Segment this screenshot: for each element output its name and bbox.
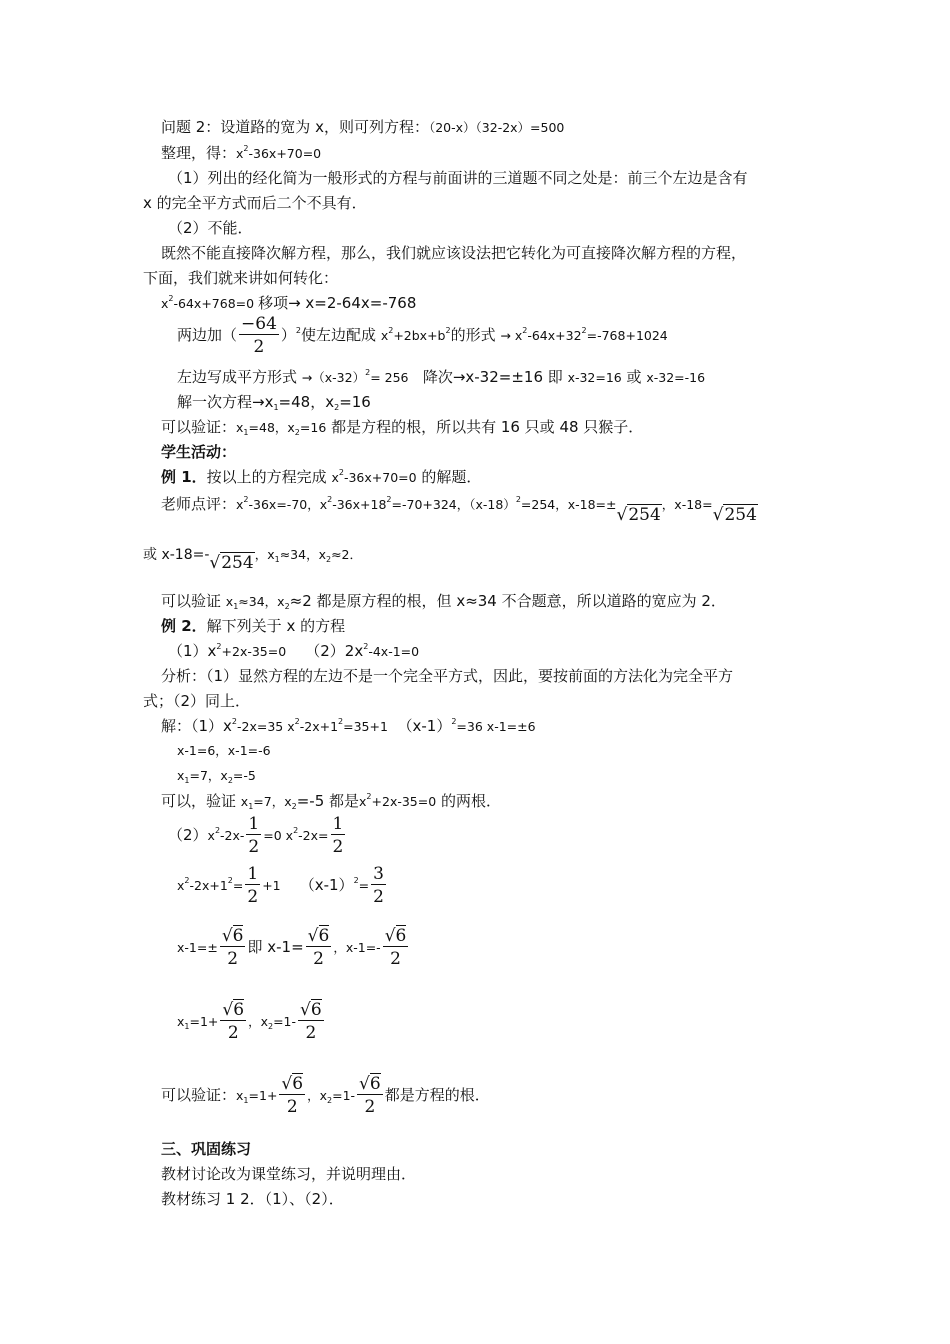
point1-cont-line: x 的完全平方式而后二个不具有． [143, 194, 367, 212]
student-activity-heading: 学生活动： [161, 443, 237, 461]
fraction-1-over-2: $\frac{1}{2}$ [247, 864, 259, 907]
fraction-1-over-2: $\frac{1}{2}$ [332, 814, 344, 857]
point2-line: （2）不能． [168, 219, 253, 237]
section3-heading: 三、巩固练习 [161, 1140, 252, 1158]
verify-monkeys-line: 可以验证：$x_1=48$，$x_2=16$ 都是方程的根，所以共有 16 只或 48 只猴子． [161, 418, 644, 437]
verify-solution1-line: 可以，验证 $x_1=7$，$x_2=-5$ 都是$x^2+2x-35=0$ 的两根． [161, 792, 501, 811]
point1-line: （1）列出的经化简为一般形式的方程与前面讲的三道题不同之处是：前三个左边是含有 [168, 169, 748, 187]
example1-line: 例 1．按以上的方程完成 $x^2-36x+70=0$ 的解题． [161, 468, 482, 486]
analysis-cont-line: 式；（2）同上． [143, 692, 251, 710]
fraction-sqrt6-over-2: $\frac{√6}{2}$ [300, 1000, 322, 1043]
teacher-comment-cont-line: 或 x-18=-√254，$x_1\approx 34$，$x_2\approx 2$． [143, 547, 362, 573]
complete-square-line: 两边加（ $\frac{-64}{2}$ ）$^2$使左边配成 $x^2+2bx+b^2$的形式 → $x^2-64x+32^2=-768+1024$ [177, 314, 668, 357]
verify-solution2-line: 可以验证：$x_1=1+$ $\frac{√6}{2}$ ，$x_2=1-$ $\frac{√6}{2}$ 都是方程的根． [161, 1074, 490, 1117]
fraction-sqrt6-over-2: $\frac{√6}{2}$ [384, 926, 407, 969]
fraction-sqrt6-over-2: $\frac{√6}{2}$ [307, 926, 330, 969]
analysis-line: 分析：（1）显然方程的左边不是一个完全平方式，因此，要按前面的方法化为完全平方 [161, 667, 734, 685]
solution2-line1: $(2)x^2-2x-$ $\frac{1}{2}$ =0 $x^2-2x=$ $\frac{1}{2}$ [168, 814, 344, 857]
fraction-sqrt6-over-2: $\frac{√6}{2}$ [359, 1074, 381, 1117]
solution2-line3: x-1=± $\frac{√6}{2}$ 即 x-1= $\frac{√6}{2}$ ，x-1=- $\frac{√6}{2}$ [177, 926, 407, 969]
fraction-3-over-2: $\frac{3}{2}$ [373, 864, 384, 907]
transition-cont-line: 下面，我们就来讲如何转化： [143, 269, 339, 287]
simplify-line: 整理，得：$x^2-36x+70=0$ [161, 144, 322, 162]
solution1-roots: $x_1=7$，$x_2=-5$ [177, 768, 256, 785]
square-form-line: 左边写成平方形式 $\to(x-32)^2= 256$ 降次→x-32=±16 即 x-32=16 或 x-32=-16 [177, 368, 706, 386]
transition-line: 既然不能直接降次解方程，那么，我们就应该设法把它转化为可直接降次解方程的方程， [161, 244, 747, 262]
sqrt-254: √254 [616, 504, 661, 525]
sqrt-254: √254 [712, 504, 757, 525]
fraction-sqrt6-over-2: $\frac{√6}{2}$ [281, 1074, 304, 1117]
fraction-sqrt6-over-2: $\frac{√6}{2}$ [222, 1000, 245, 1043]
problem2-line: 问题 2：设道路的宽为 x，则可列方程：（20-x）（32-2x）=500 [161, 118, 565, 136]
teacher-comment-line: 老师点评：$x^2-36x=-70$，$x^2-36x+18^2=-70+324$，$(x-18)^2=254$，x-18=±√254，x-18=√254 [161, 495, 757, 525]
exercise-line2: 教材练习 1 2．（1）、（2）． [161, 1190, 344, 1208]
solve-linear-line: 解一次方程$\to x_1=48$，$x_2=16$ [177, 393, 371, 412]
solution2-line2: $x^2-2x+1^2=$ $\frac{1}{2}$ +1 $(x-1)^2=$ $\frac{3}{2}$ [177, 864, 384, 907]
solution2-roots: $x_1=1+$ $\frac{√6}{2}$ ，$x_2=1-$ $\frac{√6}{2}$ [177, 1000, 322, 1043]
solution1-step: x-1=6，x-1=-6 [177, 743, 271, 758]
fraction-sqrt6-over-2: $\frac{√6}{2}$ [221, 926, 244, 969]
sqrt-254: √254 [209, 552, 254, 573]
example2-line: 例 2．解下列关于 x 的方程 [161, 617, 346, 635]
fraction-neg64-over-2: $\frac{-64}{2}$ [241, 314, 277, 357]
verify-road-line: 可以验证 $x_1\approx 34$，$x_2\approx 2$ 都是原方程的根，但 x≈34 不合题意，所以道路的宽应为 2． [161, 592, 726, 611]
solution1-line: 解：$(1)x^2-2x=35$ $x^2-2x+1^2=35+1$ $(x-1)^2=36$ x-1=±6 [161, 717, 536, 735]
move-term-line: $x^2-64x+768=0$ 移项→ x=2-64x=-768 [161, 294, 417, 312]
example2-equations: $(1)x^2+2x-35=0$ $(2)2x^2-4x-1=0$ [168, 642, 420, 660]
fraction-1-over-2: $\frac{1}{2}$ [248, 814, 260, 857]
exercise-line1: 教材讨论改为课堂练习，并说明理由． [161, 1165, 417, 1183]
